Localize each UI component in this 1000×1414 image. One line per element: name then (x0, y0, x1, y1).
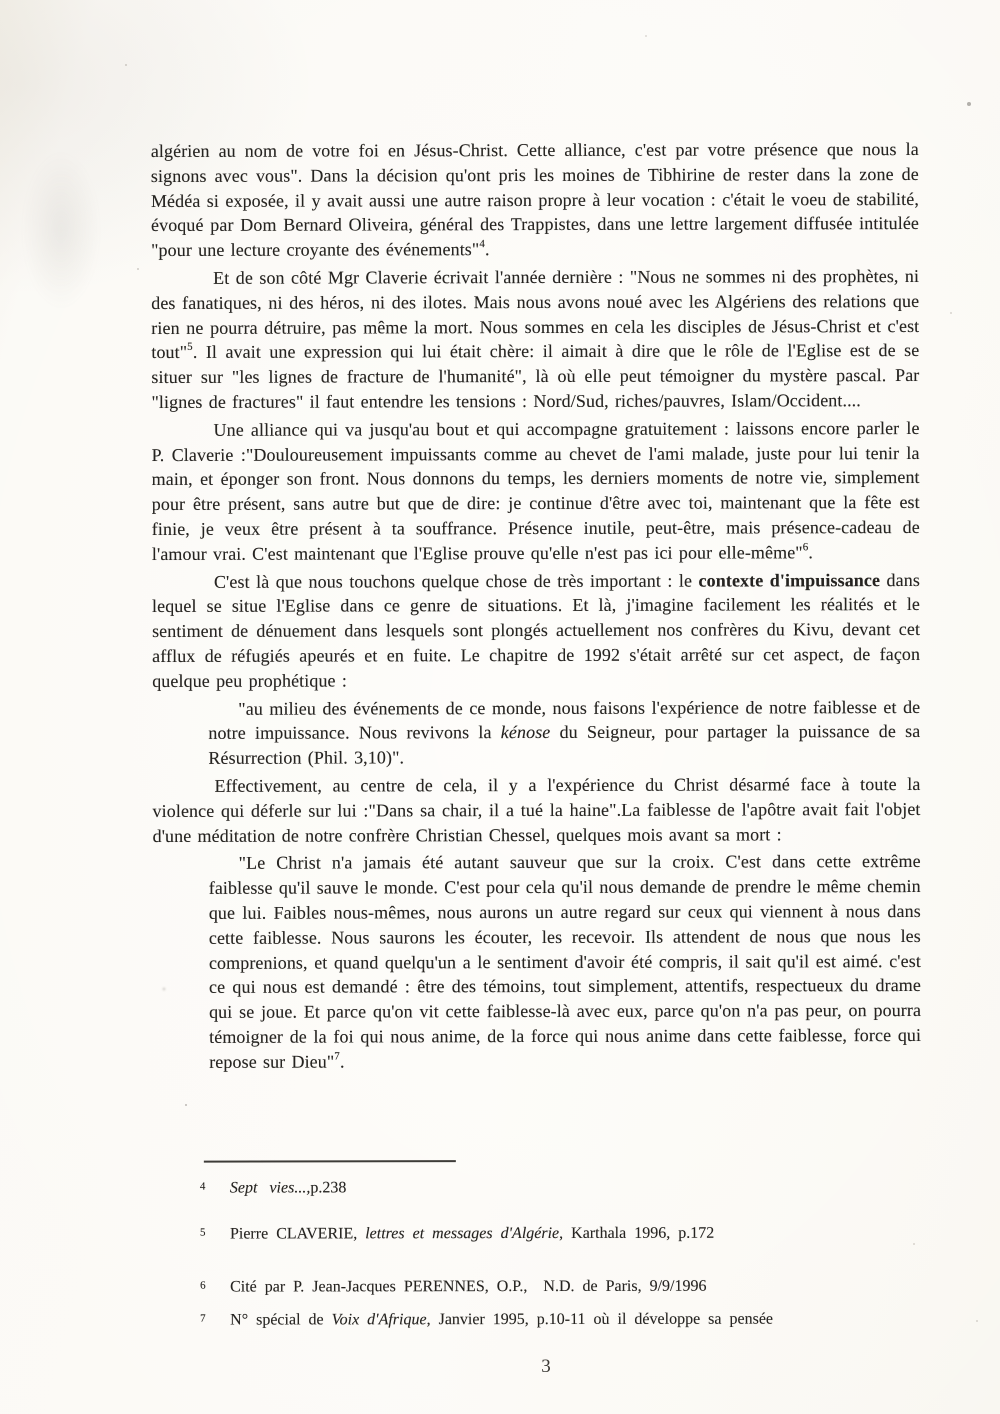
footnote-reference: 6 (802, 541, 809, 554)
text-run: N° spécial de (230, 1311, 332, 1329)
text-run: Sept vies..., (229, 1179, 311, 1197)
footnote (152, 1276, 920, 1297)
block-quote (208, 695, 920, 771)
footnotes-list (152, 1177, 920, 1330)
text-blocks (151, 137, 921, 1074)
footnote (152, 1223, 920, 1244)
text-run: Pierre CLAVERIE, (229, 1225, 366, 1243)
text-run: , Janvier 1995, p.10-11 où il développe sa pensée (426, 1310, 774, 1329)
text-run: Effectivement, au centre de cela, il y a l'expérience du Christ désarmé face à toute la violence qui déferle sur lui :"Dans sa chair, il a tué la haine".La faiblesse de l'apôtre avait fait l'objet d'une méditation de notre confrère Christian Chessel, quelques mois avant sa mort : (152, 773, 921, 846)
footnote-text (230, 1224, 714, 1245)
text-run: Une alliance qui va jusqu'au bout et qui accompagne gratuitement : laissons encore parler le P. Claverie :"Douloureusement impuissants comme au chevet de l'ami malade, juste pour lui tenir la main, et éponger son front. Nous donnons du temps, les derniers moments de notre vie, simplement pour être présent, sans autre but que de dire: je continue d'être avec toi, maintenant que la fête est finie, je veux être présent à ta souffrance. Présence inutile, peut-être, mais présence-cadeau de l'amour vrai. C'est maintenant que l'Eglise prouve qu'elle n'est pas ici pour elle-même" (151, 417, 920, 564)
text-run: Cité par P. Jean-Jacques PERENNES, O.P., N.D. de Paris, 9/9/1996 (230, 1277, 707, 1296)
footnote-number: 7 (200, 1312, 206, 1325)
body-paragraph (152, 772, 920, 848)
scan-smudge (6, 120, 116, 340)
text-run: dans lequel se situe l'Eglise dans ce genre de situations. Et là, j'imagine facilement les réalités et le sentiment de dénuement dans lesquels sont plongés actuellement nos confrères du Kivu, devant cet afflux de réfugiés apeurés et en fuite. Le chapitre de 1992 s'était arrêté sur cet aspect, de façon quelque peu prophétique : (151, 569, 921, 691)
text-run: . (484, 239, 490, 260)
body-paragraph (152, 568, 920, 694)
text-run: . (339, 1051, 345, 1072)
footnote-reference: 5 (187, 341, 193, 354)
text-run: Voix d'Afrique (331, 1311, 427, 1329)
text-run: "au milieu des événements de ce monde, nous faisons l'expérience de notre faiblesse et de notre impuissance. Nous revivons la (208, 696, 921, 744)
text-run: kénose (500, 722, 551, 743)
footnotes-section (152, 1159, 920, 1330)
footnote-number: 6 (200, 1279, 206, 1292)
body-paragraph (151, 137, 919, 263)
text-run: contexte d'impuissance (698, 569, 881, 591)
block-quote (209, 849, 922, 1074)
text-run: algérien au nom de votre foi en Jésus-Christ. Cette alliance, c'est par votre présence que nous la signons avec vous". Dans la décision qu'ont pris les moines de Tibhirine de rester dans la zone de Médéa si exposée, il y avait aussi une autre raison propre à leur vocation : c'était le voeu de stabilité, évoqué par Dom Bernard Oliveira, général des Trappistes, dans une lettre largement diffusée intitulée "pour une lecture croyante des événements" (150, 138, 920, 261)
text-run: Et de son côté Mgr Claverie écrivait l'année dernière : "Nous ne sommes ni des prophètes, ni des fanatiques, ni des héros, ni des ilotes. Mais nous avons noué avec les Algériens des relations que rien ne pourra détruire, pas même la mort. Nous sommes en cela les disciples de Jésus-Christ et c'est tout" (151, 265, 920, 363)
footnote-text (230, 1310, 773, 1331)
text-run: C'est là que nous touchons quelque chose de très important : le (213, 570, 699, 592)
body-paragraph (152, 416, 920, 567)
text-run: . (808, 542, 813, 563)
footnote-number: 5 (199, 1226, 206, 1239)
footnote-number: 4 (199, 1180, 206, 1193)
text-run: lettres et messages d'Algérie (365, 1224, 560, 1243)
text-run: du Seigneur, pour partager la puissance de sa Résurrection (Phil. 3,10)". (208, 721, 921, 768)
footnote-separator (204, 1160, 456, 1162)
footnote (152, 1177, 920, 1198)
text-run: , Karthala 1996, p.172 (559, 1224, 715, 1242)
page-number: 3 (541, 1356, 551, 1377)
text-run: "Le Christ n'a jamais été autant sauveur que sur la croix. C'est dans cette extrême faiblesse qu'il sauve le monde. C'est pour cela qu'il nous demande de prendre le même chemin que lui. Faibles nous-mêmes, nous aurons un autre regard sur ceux qui viennent à nous dans cette faiblesse. Nous saurons les écouter, les recevoir. Ils attendent de nous que nous les comprenions, et quand quelqu'un a le sentiment d'avoir été compris, il sait qu'il est aimé. c'est ce qui nous est demandé : être des témoins, tout simplement, attentifs, respectueux du drame qui se joue. Et parce qu'on vit cette faiblesse-là avec eux, parce qu'on n'a pas peur, on pourra témoigner de la foi qui nous anime, de la force qui nous anime dans cette faiblesse, force qui repose sur Dieu" (208, 851, 922, 1072)
scan-speckles (0, 0, 2, 2)
document-body (151, 137, 921, 1077)
text-run: . Il avait une expression qui lui était chère: il aimait à dire que le rôle de l'Eglise est de se situer sur "les lignes de fracture de l'humanité", là où elle peut témoigner du mystère pascal. Par "lignes de fractures" il faut entendre les tensions : Nord/Sud, riches/pauvres, Islam/Occident.... (151, 340, 920, 412)
footnote (152, 1309, 920, 1330)
footnote-text (230, 1178, 346, 1198)
text-run: p.238 (310, 1179, 347, 1197)
footnote-reference: 4 (479, 238, 485, 251)
body-paragraph (151, 264, 919, 415)
footnote-reference: 7 (334, 1050, 340, 1063)
footnote-text (230, 1277, 706, 1298)
